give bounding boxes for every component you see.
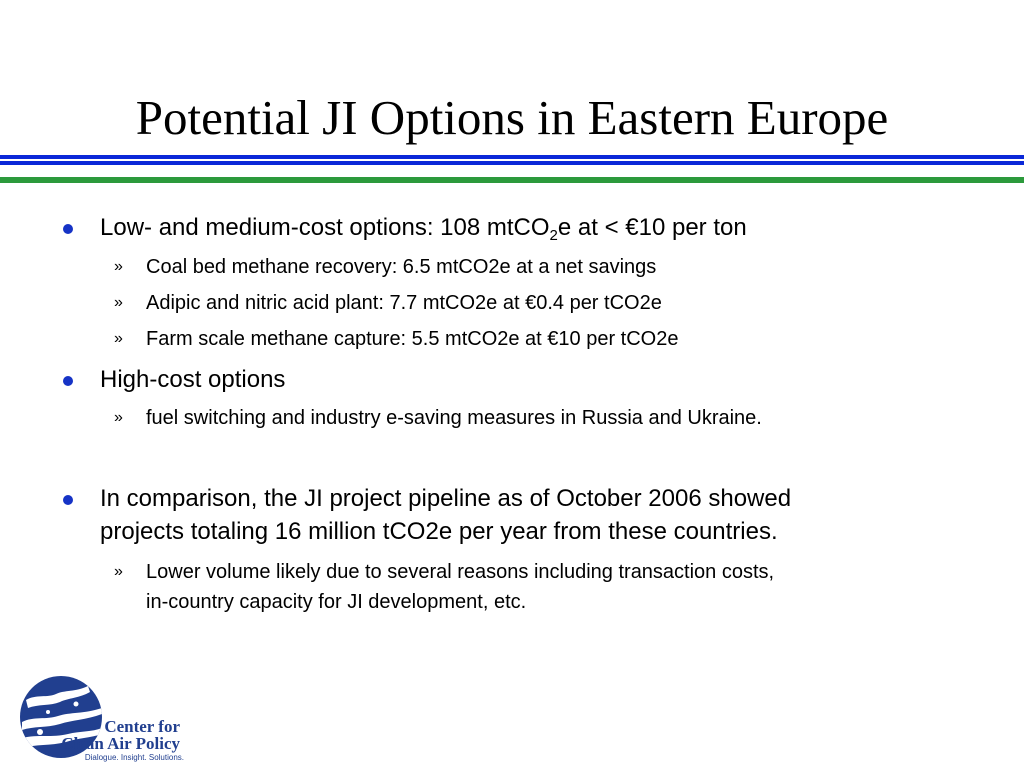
sub-bullet-text-line1: Lower volume likely due to several reasons including transaction costs, — [146, 561, 775, 583]
slide-title: Potential JI Options in Eastern Europe — [135, 90, 889, 145]
sub-bullet-text-line2: in-country capacity for JI development, etc. — [146, 591, 527, 613]
sub-bullet-farm-scale — [114, 324, 976, 354]
sub-bullet-marker: » — [114, 330, 123, 347]
bullet-high-cost — [100, 363, 960, 396]
logo-name — [56, 718, 180, 752]
bullet-text: Low- and medium-cost options: 108 mtCO — [100, 214, 550, 241]
bullet-text: High-cost options — [100, 366, 286, 393]
sub-bullet-text: Farm scale methane capture: 5.5 mtCO2e at €10 per tCO2e — [146, 328, 679, 350]
sub-bullet-marker: » — [114, 258, 123, 275]
bullet-dot — [63, 376, 73, 386]
bullet-text-cont: e at < €10 per ton — [557, 214, 747, 241]
sub-bullet-lower-volume — [114, 557, 976, 617]
sub-bullet-text: Adipic and nitric acid plant: 7.7 mtCO2e at €0.4 per tCO2e — [146, 292, 662, 314]
sub-bullet-adipic — [114, 288, 976, 318]
sub-bullet-marker: » — [114, 409, 123, 426]
sub-bullet-text: fuel switching and industry e-saving measures in Russia and Ukraine. — [146, 407, 762, 429]
bullet-dot — [63, 224, 73, 234]
bullet-text-line1: In comparison, the JI project pipeline as of October 2006 showed — [100, 485, 792, 512]
sub-bullet-marker: » — [114, 563, 123, 580]
sub-bullet-fuel-switching — [114, 403, 976, 433]
sub-bullet-marker: » — [114, 294, 123, 311]
logo-tagline: Dialogue. Insight. Solutions. — [84, 753, 184, 762]
sub-bullet-text: Coal bed methane recovery: 6.5 mtCO2e at a net savings — [146, 256, 657, 278]
subscript: 2 — [549, 227, 558, 244]
logo-name-line2: Clean Air Policy — [61, 734, 180, 753]
logo-name-line1: Center for — [104, 717, 180, 736]
bullet-dot — [63, 495, 73, 505]
bullet-text-line2: projects totaling 16 million tCO2e per year from these countries. — [100, 518, 778, 545]
bullet-comparison — [100, 482, 960, 548]
sub-bullet-coal-bed — [114, 252, 976, 282]
bullet-low-medium-cost — [100, 211, 960, 244]
